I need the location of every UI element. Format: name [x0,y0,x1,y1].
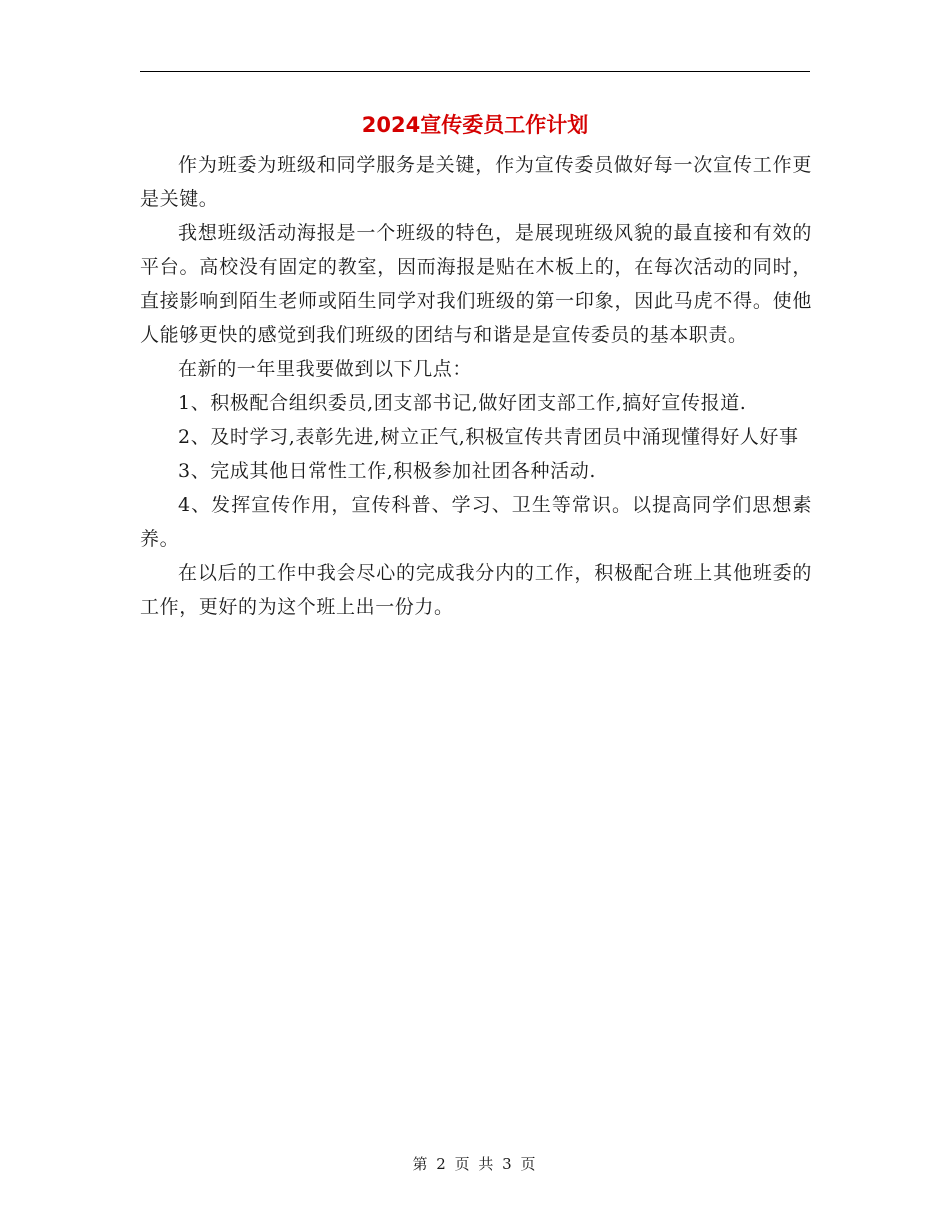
paragraph-closing: 在以后的工作中我会尽心的完成我分内的工作，积极配合班上其他班委的工作，更好的为这个班上出一份力。 [140,562,812,618]
header-rule [140,71,810,72]
list-item-1: 1、积极配合组织委员,团支部书记,做好团支部工作,搞好宣传报道. [178,392,747,414]
list-item-2: 2、及时学习,表彰先进,树立正气,积极宣传共青团员中涌现懂得好人好事 [178,426,799,448]
list-item-3: 3、完成其他日常性工作,积极参加社团各种活动. [178,460,596,482]
document-title: 2024宣传委员工作计划 [361,113,589,137]
paragraph-goals-intro: 在新的一年里我要做到以下几点： [178,358,473,380]
paragraph-intro: 作为班委为班级和同学服务是关键，作为宣传委员做好每一次宣传工作更是关键。 [140,154,812,210]
page-number-footer: 第 2 页 共 3 页 [412,1155,538,1173]
list-item-4: 4、发挥宣传作用，宣传科普、学习、卫生等常识。以提高同学们思想素养。 [140,494,812,550]
paragraph-poster: 我想班级活动海报是一个班级的特色，是展现班级风貌的最直接和有效的平台。高校没有固定的教室，因而海报是贴在木板上的，在每次活动的同时，直接影响到陌生老师或陌生同学对我们班级的第一印象，因此马虎不得。使他人能够更快的感觉到我们班级的团结与和谐是是宣传委员的基本职责。 [140,222,812,346]
document-body [140,148,812,624]
